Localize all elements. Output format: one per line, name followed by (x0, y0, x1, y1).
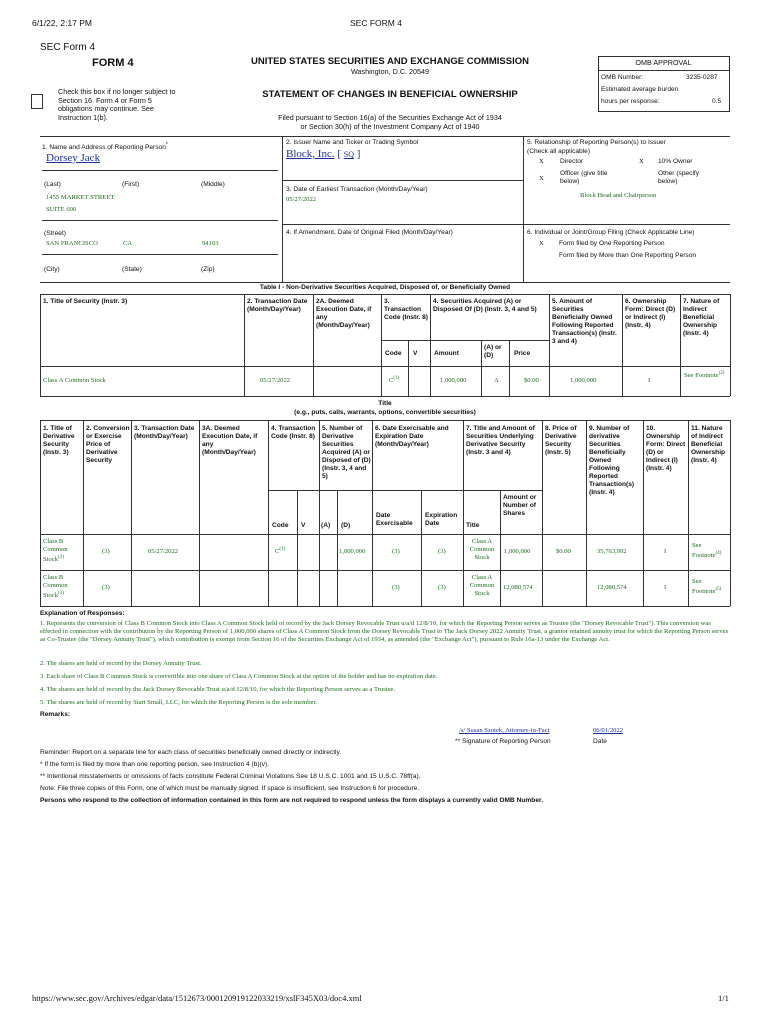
ticker-link[interactable]: SQ (343, 150, 354, 159)
issuer-name-ticker: Block, Inc. [ SQ ] (286, 148, 361, 160)
middle-label: (Middle) (201, 181, 225, 188)
relationship-label: 5. Relationship of Reporting Person(s) to Issuer (527, 139, 666, 146)
t2-r0-ex: (3) (392, 548, 400, 555)
omb-number-label: OMB Number: (601, 74, 644, 81)
signature-label: ** Signature of Reporting Person (455, 738, 551, 745)
statement-title: STATEMENT OF CHANGES IN BENEFICIAL OWNERSHIP (262, 89, 518, 100)
t2-h1: 1. Title of Derivative Security (Instr. 3) (43, 425, 75, 456)
t2-r0-code: $C^{(1)}$ (275, 547, 286, 556)
explanation-1: 1. Represents the conversion of Class B Common Stock into Class A Common Stock held of record by the Jack Dorsey Revocable Trust u/a/d 12/8/10, for which the Reporting Person serves as Trustee (the "Dorsey Revocable Trust"). This conversion was effected in connection with the contribution by the Reporting Person of 1,000,000 shares of Class A Common Stock from the Dorsey Revocable Trust to The Jack Dorsey 2022 Annuity Trust, a grantor retained annuity trust for which the Reporting Person serves as Co-Trustee (the "Dorsey Annuity Trust"), which contribution is exempt from Section 16 of the Securities Exchange Act of 1934, as amended (the "Exchange Act"), pursuant to Rule 16a-13 under the Exchange Act. (40, 620, 729, 643)
no-longer-subject-checkbox[interactable] (31, 94, 43, 109)
t2-exp: Expiration Date (425, 512, 458, 527)
one-person-check[interactable]: X (539, 240, 544, 247)
t1-row-price: $0.00 (524, 377, 539, 384)
t2-h5: 5. Number of Derivative Securities Acquired (A) or Disposed of (D) (Instr. 3, 4 and 5) (322, 425, 371, 480)
t1-code: Code (385, 350, 402, 357)
t2-h3a: 3A. Deemed Execution Date, if any (Month/Day/Year) (202, 425, 258, 456)
t2-r1-ex: (3) (392, 584, 400, 591)
print-datetime: 6/1/22, 2:17 PM (32, 18, 93, 28)
t2-r1-nature: See Footnote$^{(5)}$ (692, 578, 722, 596)
state-label: (State) (122, 266, 142, 273)
state-value: CA (123, 240, 133, 247)
t2-r0-u-title: Class A Common Stock (469, 538, 495, 561)
t1-row-owned: 1,000,000 (570, 377, 597, 384)
date-label: Date (593, 738, 607, 745)
footer-url: https://www.sec.gov/Archives/edgar/data/1512673/000120919122033219/xslF345X03/doc4.xml (32, 993, 362, 1003)
reporting-person-name[interactable]: Dorsey Jack (46, 152, 101, 164)
t2-r0-exp: (3) (438, 548, 446, 555)
omb-title: OMB APPROVAL (635, 58, 692, 67)
omb-hours: 0.5 (712, 98, 722, 105)
director-label: Director (560, 158, 584, 165)
t1-h4: 4. Securities Acquired (A) or Disposed Of (D) (Instr. 3, 4 and 5) (433, 298, 537, 313)
zip-label: (Zip) (201, 266, 215, 273)
explanation-3: 3. Each share of Class B Common Stock is convertible into one share of Class A Common Stock at the option of the holder and has no expiration date. (40, 673, 438, 680)
relationship-sub: (Check all applicable) (527, 148, 591, 155)
t1-row-code: $C^{(1)}$ (389, 376, 400, 385)
signature-date-value: 06/01/2022 (593, 727, 624, 734)
director-check[interactable]: X (539, 158, 544, 165)
table1-title: Table I - Non-Derivative Securities Acquired, Disposed of, or Beneficially Owned (259, 284, 511, 291)
note-omb: Persons who respond to the collection of information contained in this form are not required to respond unless the form displays a currently valid OMB Number. (40, 797, 544, 804)
t2-code: Code (272, 522, 289, 529)
t2-r0-u-amount: 1,000,000 (504, 548, 531, 555)
explanation-5: 5. The shares are held of record by Start Small, LLC, for which the Reporting Person is the sole member. (40, 699, 317, 706)
t1-row-nature: See Footnote$^{(2)}$ (684, 371, 725, 380)
t2-h10: 10. Ownership Form: Direct (D) or Indirect (I) (Instr. 4) (646, 425, 686, 472)
t1-v: V (413, 350, 418, 357)
t2-h2: 2. Conversion or Exercise Price of Derivative Security (86, 425, 130, 464)
ten-percent-label: 10% Owner (658, 158, 693, 165)
t1-price: Price (514, 350, 531, 357)
t2-r0-date: 05/27/2022 (148, 548, 179, 555)
city-label: (City) (44, 266, 60, 273)
street-line-2: SUITE 600 (46, 206, 77, 213)
officer-label: Officer (give title below) (560, 170, 608, 185)
earliest-date-label: 3. Date of Earliest Transaction (Month/Day/Year) (286, 186, 428, 193)
note-reminder: Reminder: Report on a separate line for each class of securities beneficially owned directly or indirectly. (40, 749, 342, 756)
t1-row-form: I (648, 377, 651, 384)
t1-h1: 1. Title of Security (Instr. 3) (43, 298, 128, 305)
t2-r1-u-amount: 12,080,574 (503, 584, 533, 591)
t2-h11: 11. Nature of Indirect Beneficial Ownership (Instr. 4) (691, 425, 726, 464)
t2-a: (A) (321, 522, 331, 529)
table2-subtitle: (e.g., puts, calls, warrants, options, convertible securities) (294, 409, 476, 416)
first-label: (First) (122, 181, 140, 188)
table2-title: Title (378, 400, 392, 407)
officer-title-value: Block Head and Chairperson (580, 192, 657, 199)
t1-h2a: 2A. Deemed Execution Date, if any (Month/Day/Year) (316, 298, 372, 329)
t1-row-ad: A (494, 377, 499, 384)
t2-v: V (301, 522, 306, 529)
t2-r0-owned: 35,763,992 (597, 548, 627, 555)
t2-r0-nature: See Footnote$^{(4)}$ (692, 542, 722, 560)
t2-r0-title: Class B Common Stock$^{(3)}$ (43, 538, 68, 564)
city-value: SAN FRANCISCO (46, 240, 98, 247)
t2-h7: 7. Title and Amount of Securities Underlying Derivative Security (Instr. 3 and 4) (466, 425, 535, 456)
ten-percent-check[interactable]: X (639, 158, 644, 165)
issuer-label: 2. Issuer Name and Ticker or Trading Symbol (286, 139, 419, 146)
t2-h3: 3. Transaction Date (Month/Day/Year) (134, 425, 195, 440)
t2-r1-conv: (3) (102, 584, 110, 591)
agency-city: Washington, D.C. 20549 (350, 67, 430, 76)
t1-amount: Amount (434, 350, 459, 357)
t2-h8: 8. Price of Derivative Security (Instr. 5) (545, 425, 577, 456)
sec-form-label: SEC Form 4 (40, 42, 96, 53)
t1-h7: 7. Nature of Indirect Beneficial Ownership (Instr. 4) (683, 298, 720, 337)
t2-r1-owned: 12,080,574 (597, 584, 627, 591)
street-label: (Street) (44, 230, 66, 237)
t2-amount-shares: Amount or Number of Shares (503, 494, 537, 517)
explanation-2: 2. The shares are held of record by the Dorsey Annuity Trust. (40, 660, 202, 667)
street-line-1: 1455 MARKET STREET (46, 194, 115, 201)
filed-pursuant-2: or Section 30(h) of the Investment Company Act of 1940 (300, 122, 480, 131)
t1-h6: 6. Ownership Form: Direct (D) or Indirect (I) (Instr. 4) (625, 298, 676, 329)
t2-r0-form: I (664, 548, 667, 555)
t1-h2: 2. Transaction Date (Month/Day/Year) (247, 298, 308, 313)
signature-value: /s/ Susan Szotek, Attorney-in-Fact (459, 727, 550, 734)
t2-r1-u-title: Class A Common Stock (469, 574, 495, 597)
omb-burden-label: Estimated average burden (601, 86, 679, 93)
earliest-date-value: 05/27/2022 (286, 196, 317, 203)
t2-r0-price: $0.00 (556, 548, 571, 555)
t2-h4: 4. Transaction Code (Instr. 8) (271, 425, 316, 440)
t2-r1-exp: (3) (438, 584, 446, 591)
filing-label: 6. Individual or Joint/Group Filing (Check Applicable Line) (527, 229, 695, 236)
t1-row-date: 05/27/2022 (260, 377, 291, 384)
print-doc-title: SEC FORM 4 (350, 18, 402, 28)
note-multiple-persons: * If the form is filed by more than one reporting person, see Instruction 4 (b)(v). (40, 761, 270, 768)
t2-r1-form: I (664, 584, 667, 591)
t1-row-amount: 1,000,000 (440, 377, 467, 384)
omb-number: 3235-0287 (686, 74, 718, 81)
amendment-label: 4. If Amendment, Date of Original Filed (Month/Day/Year) (286, 229, 453, 236)
footer-page: 1/1 (718, 993, 729, 1003)
one-person-label: Form filed by One Reporting Person (559, 240, 665, 247)
omb-hours-label: hours per response: (601, 98, 660, 105)
more-persons-label: Form filed by More than One Reporting Person (559, 252, 697, 259)
t2-h6: 6. Date Exercisable and Expiration Date (Month/Day/Year) (375, 425, 449, 448)
t2-d: (D) (341, 522, 351, 529)
t2-title: Title (466, 522, 480, 529)
zip-value: 94103 (202, 240, 219, 247)
officer-check[interactable]: X (539, 175, 544, 182)
t2-h9: 9. Number of derivative Securities Beneficially Owned Following Reported Transaction(s) (Instr. 4) (589, 425, 635, 496)
t2-date-ex: Date Exercisable (376, 512, 413, 527)
note-copies: Note: File three copies of this Form, one of which must be manually signed. If space is insufficient, see Instruction 6 for procedure. (40, 785, 420, 792)
agency-name: UNITED STATES SECURITIES AND EXCHANGE COMMISSION (251, 56, 529, 67)
other-label: Other (specify below) (658, 170, 700, 185)
remarks-title: Remarks: (40, 711, 71, 718)
reporting-person-label: 1. Name and Address of Reporting Person* (42, 142, 168, 152)
checkbox-instructions: Check this box if no longer subject to Section 16. Form 4 or Form 5 obligations may continue. See Instruction 1(b). (58, 87, 176, 122)
form-name: FORM 4 (92, 57, 134, 69)
t1-ad: (A) or (D) (484, 344, 502, 359)
note-misstatements: ** Intentional misstatements or omissions of facts constitute Federal Criminal Violations See 18 U.S.C. 1001 and 15 U.S.C. 78ff(a). (40, 773, 421, 780)
explanation-4: 4. The shares are held of record by the Jack Dorsey Revocable Trust u/a/d 12/8/10, for which the Reporting Person serves as a Trustee. (40, 686, 396, 693)
filed-pursuant-1: Filed pursuant to Section 16(a) of the Securities Exchange Act of 1934 (278, 113, 502, 122)
t1-row-title: Class A Common Stock (43, 377, 106, 384)
t1-h3: 3. Transaction Code (Instr. 8) (384, 298, 428, 321)
t2-r0-conv: (3) (102, 548, 110, 555)
explanation-title: Explanation of Responses: (40, 610, 125, 617)
last-label: (Last) (44, 181, 61, 188)
issuer-name-link[interactable]: Block, Inc. (286, 148, 335, 160)
t2-r1-title: Class B Common Stock$^{(3)}$ (43, 574, 68, 600)
t1-h5: 5. Amount of Securities Beneficially Owned Following Reported Transaction(s) (Instr. 3 and 4) (552, 298, 617, 345)
t2-r0-d: 1,000,000 (339, 548, 366, 555)
